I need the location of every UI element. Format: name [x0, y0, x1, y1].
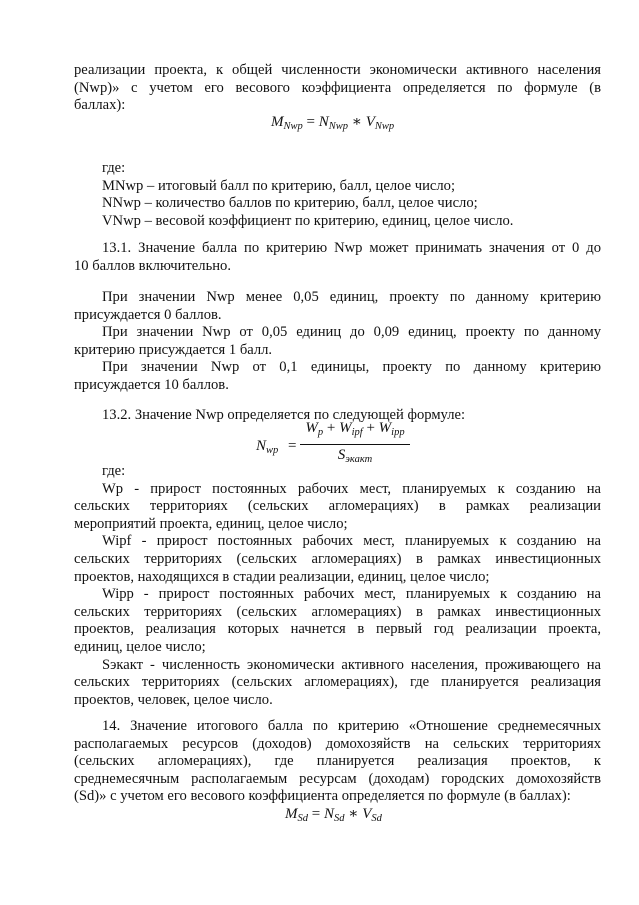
definition-wp: [74, 481, 601, 534]
text-line: сельских территориях (сельских агломерациях) в рамках реализации: [74, 498, 601, 515]
formula-symbol: M: [271, 114, 284, 130]
formula-operator: +: [362, 420, 379, 436]
formula-symbol: N: [318, 114, 329, 130]
text-line: реализации проекта, к общей численности экономически активного населения: [74, 62, 601, 78]
formula-symbol: N: [323, 806, 334, 822]
text-line: (сельских агломерациях), где планируется реализация проектов, к: [74, 753, 601, 770]
formula-mnwp: [271, 114, 394, 136]
section-13-1: [74, 240, 601, 275]
rule-line: При значении Nwp от 0,05 единиц до 0,09 единиц, проекту по данному: [102, 324, 601, 341]
formula-operator: =: [308, 806, 324, 822]
formula-nwp-fraction: [300, 420, 410, 468]
formula-operator: ∗: [348, 114, 366, 130]
formula-symbol: W: [305, 420, 318, 436]
formula-subscript: Sd: [333, 813, 345, 824]
text-line: 14. Значение итогового балла по критерию «Отношение среднемесячных: [102, 718, 601, 734]
formula-symbol: N: [256, 438, 267, 454]
formula-symbol: W: [339, 420, 352, 436]
definition-wipp: [74, 586, 601, 656]
definitions-block-1: [102, 160, 601, 230]
text-line: Wp - прирост постоянных рабочих мест, планируемых к созданию на: [102, 480, 601, 497]
text-line: Wipf - прирост постоянных рабочих мест, планируемых к созданию на: [102, 533, 601, 550]
formula-subscript: Nwp: [328, 121, 349, 132]
text-line: проектов, реализация которых начнется в первый год реализации проекта,: [74, 621, 601, 638]
formula-subscript: wp: [266, 445, 279, 456]
definition-mnwp: MNwp – итоговый балл по критерию, балл, целое число;: [102, 177, 455, 194]
text-line: сельских территориях (сельских агломерациях), где планируется реализация: [74, 674, 601, 691]
formula-msd: [285, 806, 382, 828]
formula-symbol: S: [337, 446, 346, 463]
text-line: среднемесячным располагаемым ресурсам (доходам) городских домохозяйств: [74, 770, 601, 787]
where-label: где:: [102, 463, 126, 479]
formula-operator: +: [323, 420, 340, 436]
text-line: (Nwp)» с учетом его весового коэффициента определяется по формуле (в: [74, 79, 601, 96]
intro-paragraph: [74, 62, 601, 115]
formula-operator: =: [288, 438, 297, 454]
formula-subscript: экакт: [345, 453, 373, 465]
formula-subscript: ipp: [391, 427, 405, 438]
formula-symbol: V: [362, 806, 372, 822]
formula-subscript: ipf: [351, 427, 363, 438]
definitions-block-2: [74, 463, 601, 709]
text-line: располагаемых ресурсов (доходов) домохозяйств на сельских территориях: [74, 735, 601, 752]
formula-operator: =: [302, 114, 319, 130]
fraction-numerator: [300, 420, 410, 442]
rule-line: присуждается 0 баллов.: [74, 306, 222, 323]
definition-s-ekakt: [74, 657, 601, 710]
section-14: [74, 718, 601, 806]
formula-subscript: Nwp: [374, 121, 395, 132]
text-line: Sэкакт - численность экономически активного населения, проживающего на: [102, 656, 601, 673]
formula-subscript: p: [317, 427, 324, 438]
text-line: баллах):: [74, 97, 126, 114]
rule-line: присуждается 10 баллов.: [74, 376, 229, 393]
text-line: сельских территориях (сельских агломерациях) в рамках инвестиционных: [74, 603, 601, 620]
text-line: проектов, человек, целое число.: [74, 691, 273, 708]
definition-vnwp: VNwp – весовой коэффициент по критерию, единиц, целое число.: [102, 212, 514, 229]
text-line: 10 баллов включительно.: [74, 257, 231, 274]
formula-subscript: Sd: [371, 813, 382, 824]
text-line: проектов, находящихся в стадии реализации, единиц, целое число;: [74, 568, 490, 585]
formula-nwp-lhs: [256, 438, 297, 460]
formula-symbol: W: [378, 420, 392, 436]
text-line: мероприятий проекта, единиц, целое число;: [74, 515, 348, 532]
text-line: единиц, целое число;: [74, 638, 206, 655]
rule-line: критерию присуждается 1 балл.: [74, 341, 273, 358]
score-rules: [74, 289, 601, 395]
where-label: где:: [102, 160, 126, 176]
text-line: Wipp - прирост постоянных рабочих мест, планируемых к созданию на: [102, 586, 601, 603]
formula-subscript: Sd: [297, 813, 308, 824]
definition-nnwp: NNwp – количество баллов по критерию, балл, целое число;: [102, 195, 478, 212]
rule-line: При значении Nwp от 0,1 единицы, проекту по данному критерию: [102, 359, 601, 376]
definition-wipf: [74, 533, 601, 586]
text-line: сельских территориях (сельских агломерациях) в рамках инвестиционных: [74, 550, 601, 567]
fraction-bar: [300, 444, 410, 445]
formula-subscript: Nwp: [283, 121, 303, 132]
formula-symbol: M: [285, 806, 298, 822]
text-line: 13.1. Значение балла по критерию Nwp может принимать значения от 0 до: [102, 240, 601, 256]
text-line: 13.2. Значение Nwp определяется по следующей формуле:: [102, 407, 466, 423]
formula-operator: ∗: [344, 806, 363, 822]
formula-symbol: V: [365, 114, 375, 130]
text-line: (Sd)» с учетом его весового коэффициента определяется по формуле (в баллах):: [74, 788, 571, 805]
rule-line: При значении Nwp менее 0,05 единиц, проекту по данному критерию: [102, 289, 601, 305]
